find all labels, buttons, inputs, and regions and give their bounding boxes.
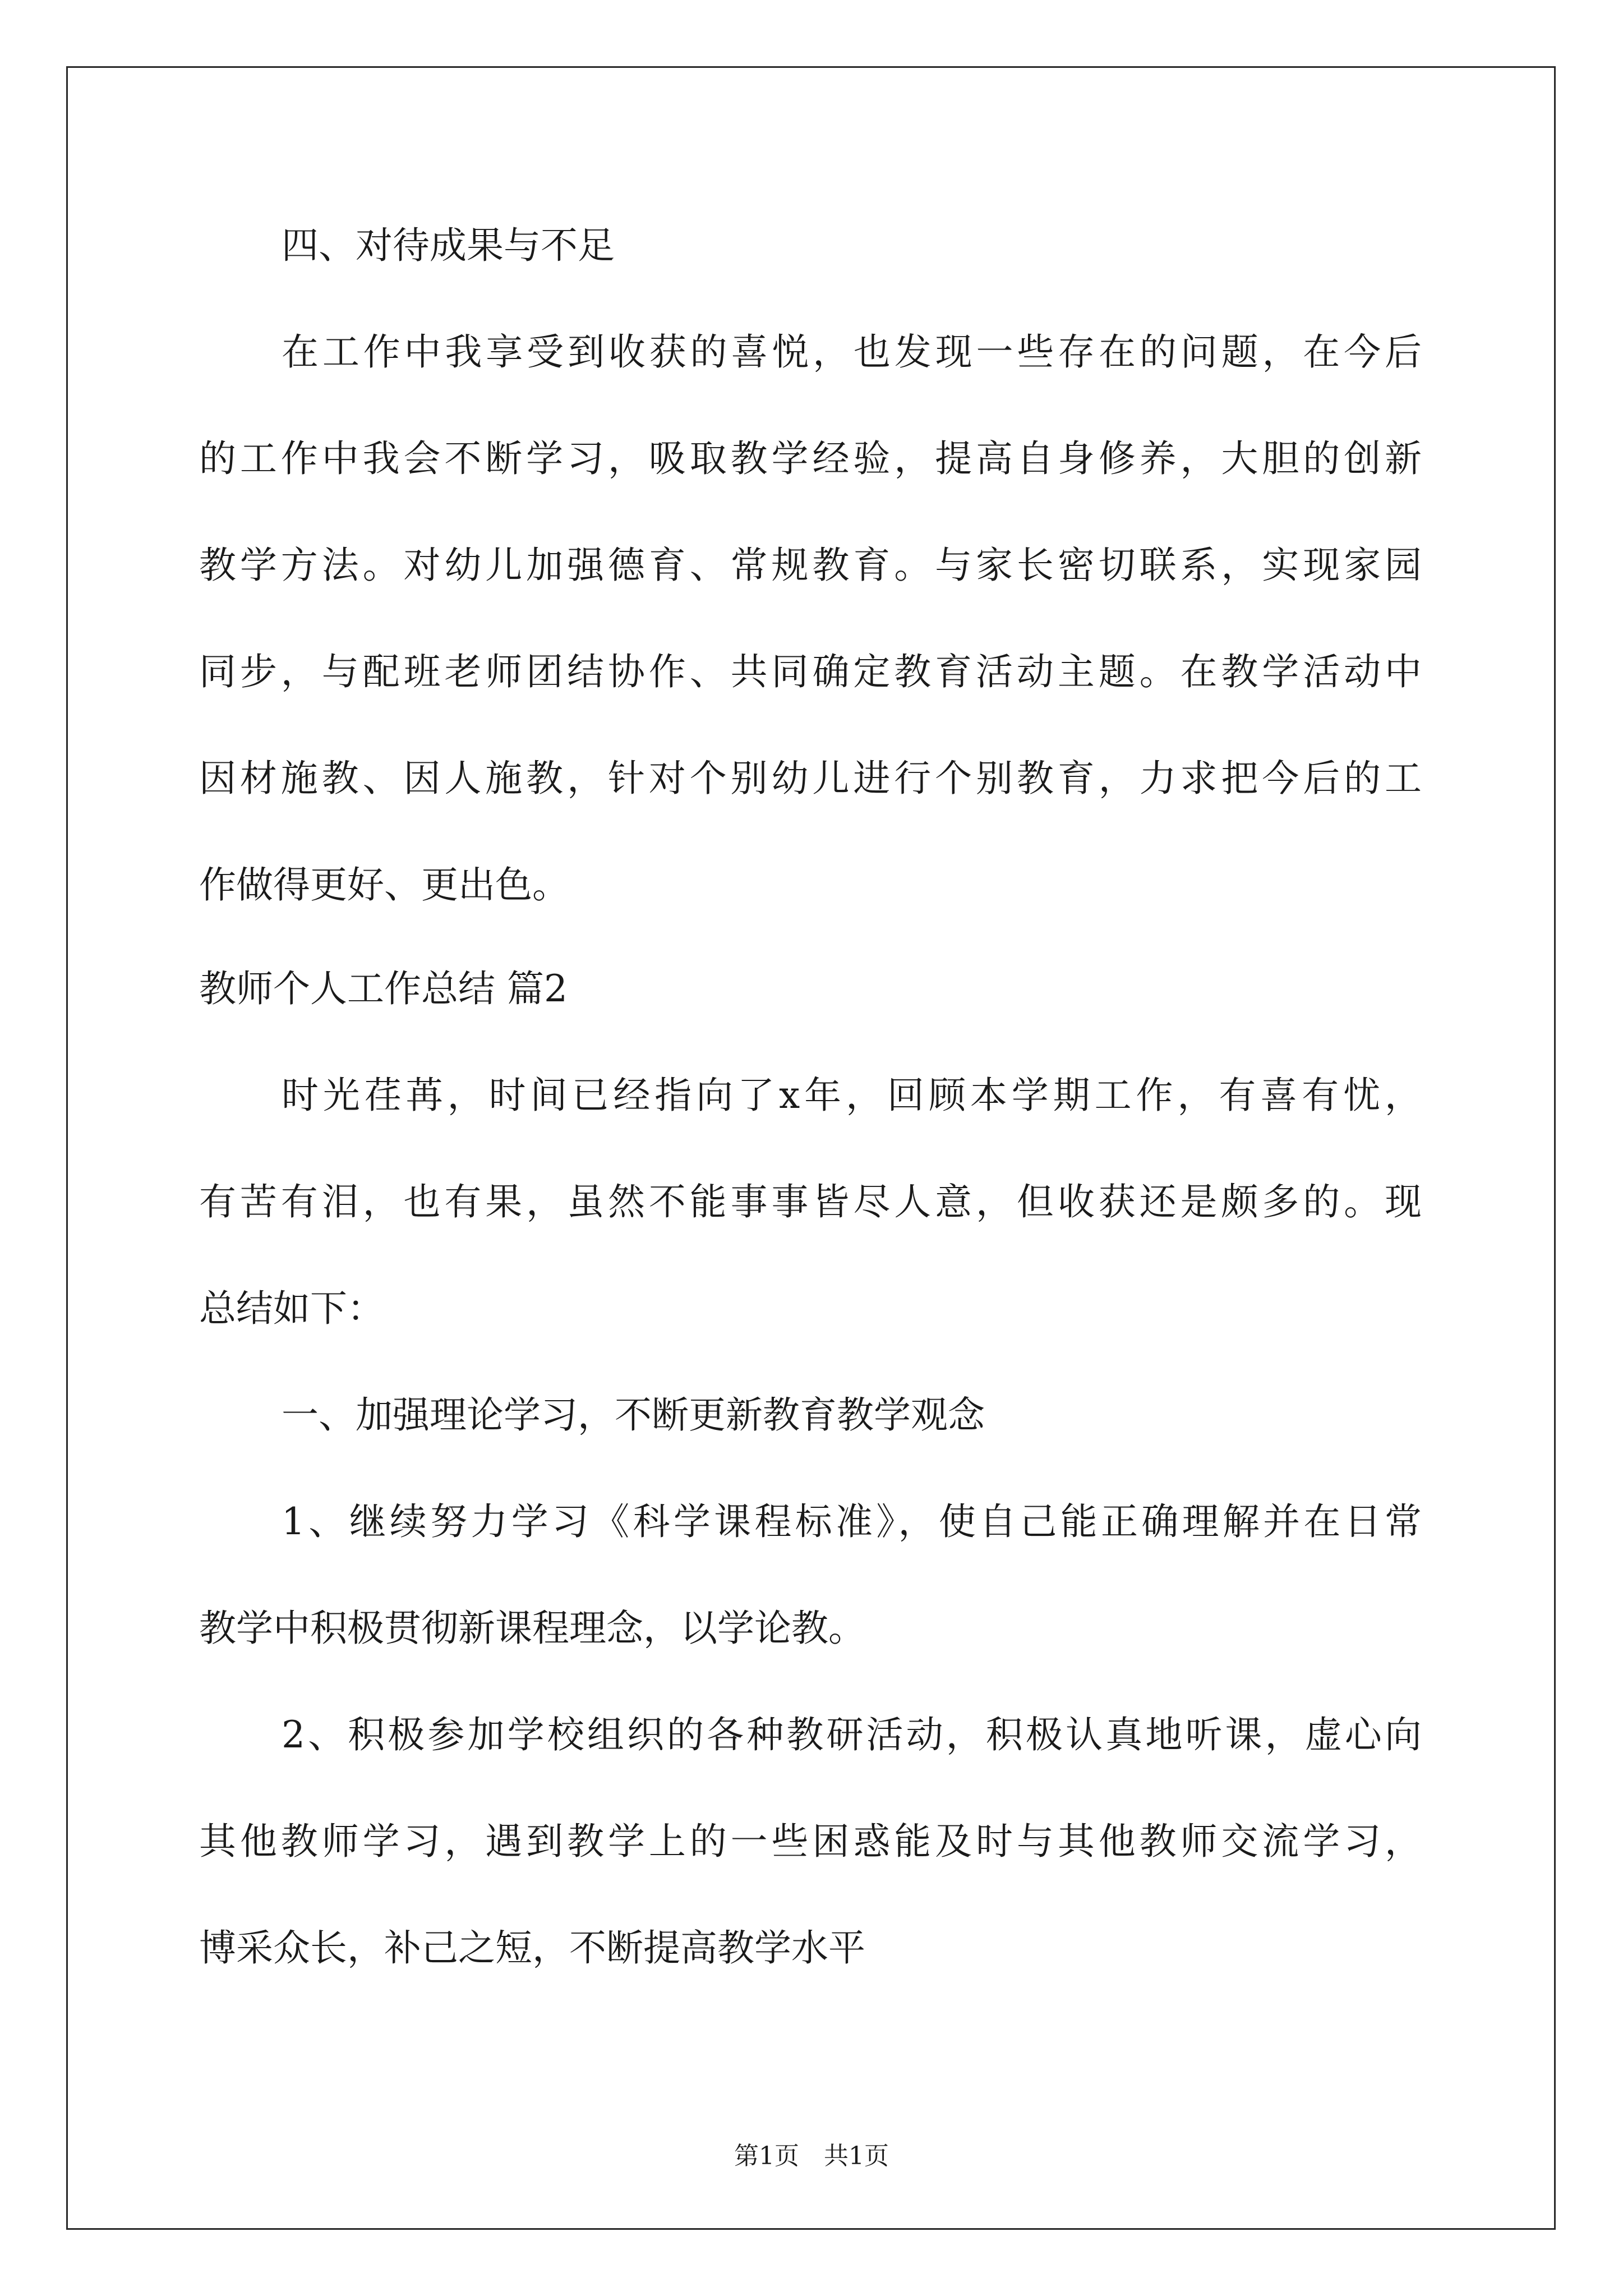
paragraph-line: 同步，与配班老师团结协作、共同确定教育活动主题。在教学活动中 <box>199 650 1422 693</box>
section-heading: 四、对待成果与不足 <box>282 224 615 267</box>
page-footer <box>0 2144 1623 2169</box>
page-number: 第1页 <box>734 2142 799 2170</box>
page-total: 共1页 <box>824 2142 889 2170</box>
paragraph-line: 总结如下： <box>199 1287 384 1330</box>
paragraph-line: 因材施教、因人施教，针对个别幼儿进行个别教育，力求把今后的工 <box>199 757 1422 800</box>
paragraph-line: 作做得更好、更出色。 <box>199 863 569 907</box>
section-heading: 一、加强理论学习，不断更新教育教学观念 <box>282 1393 985 1437</box>
paragraph-line: 时光荏苒，时间已经指向了x年，回顾本学期工作，有喜有忧， <box>282 1074 1422 1117</box>
page-border <box>66 66 1556 2230</box>
paragraph-line: 1、继续努力学习《科学课程标准》，使自己能正确理解并在日常 <box>282 1500 1422 1543</box>
paragraph-line: 2、积极参加学校组织的各种教研活动，积极认真地听课，虚心向 <box>282 1713 1422 1756</box>
article-title: 教师个人工作总结 篇2 <box>199 967 568 1010</box>
paragraph-line: 的工作中我会不断学习，吸取教学经验，提高自身修养，大胆的创新 <box>199 437 1422 480</box>
paragraph-line: 有苦有泪，也有果，虽然不能事事皆尽人意，但收获还是颇多的。现 <box>199 1180 1422 1223</box>
paragraph-line: 在工作中我享受到收获的喜悦，也发现一些存在的问题，在今后 <box>282 330 1422 374</box>
paragraph-line: 教学中积极贯彻新课程理念，以学论教。 <box>199 1607 865 1650</box>
paragraph-line: 其他教师学习，遇到教学上的一些困惑能及时与其他教师交流学习， <box>199 1820 1422 1863</box>
paragraph-line: 教学方法。对幼儿加强德育、常规教育。与家长密切联系，实现家园 <box>199 544 1422 587</box>
paragraph-line: 博采众长，补己之短，不断提高教学水平 <box>199 1926 865 1970</box>
